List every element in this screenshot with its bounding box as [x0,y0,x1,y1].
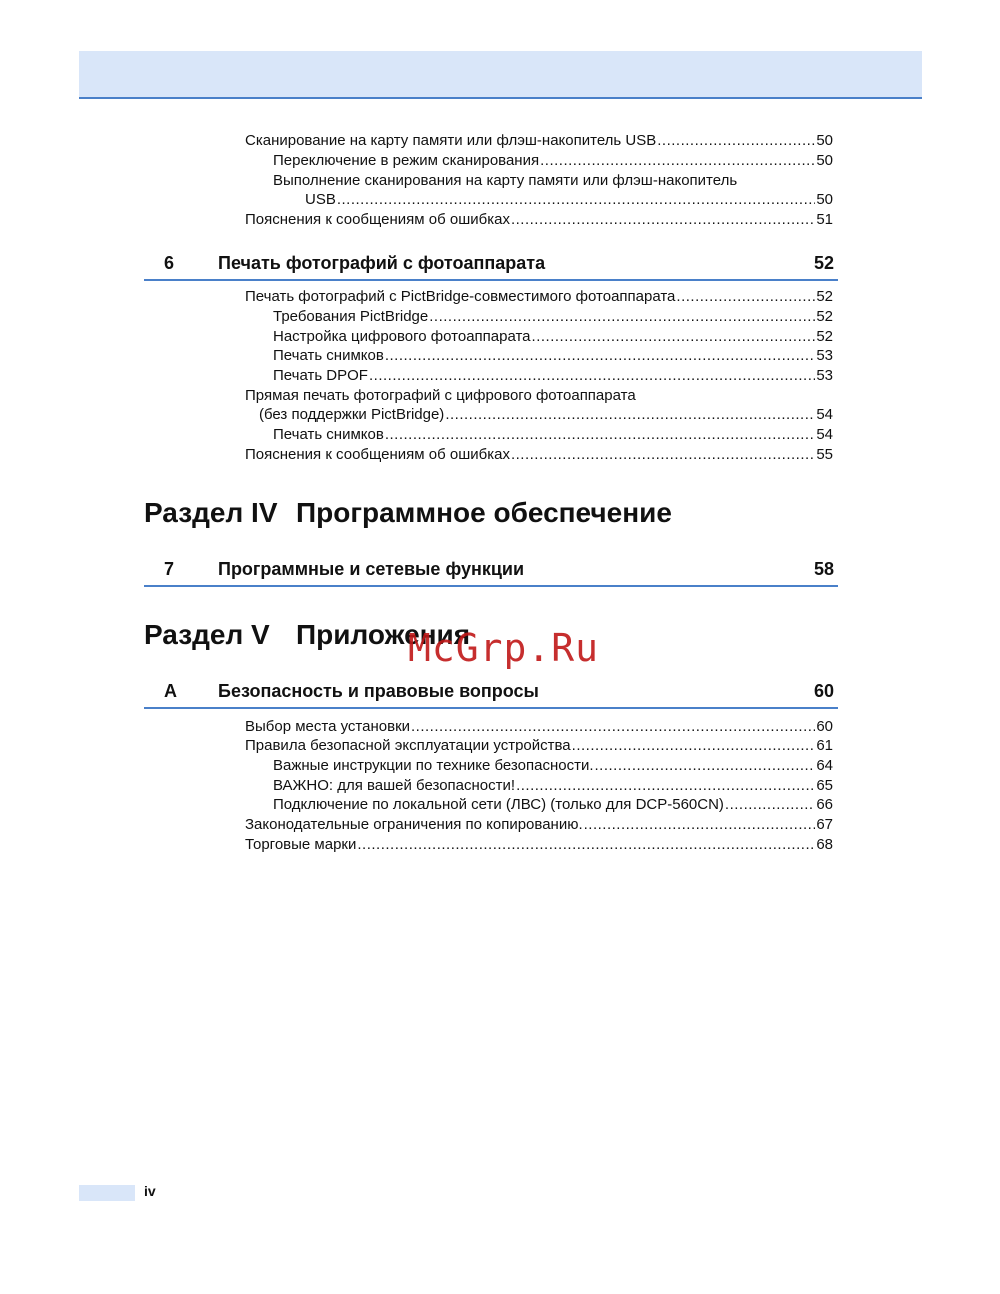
chapter-page: 60 [813,681,834,701]
toc-entry[interactable] [259,405,833,425]
toc-entry-page: 54 [816,406,833,423]
toc-entry-page: 65 [816,777,833,794]
toc-leader-dots [511,445,815,465]
toc-entry[interactable] [305,190,833,210]
chapter-heading-6[interactable] [144,251,838,281]
toc-entry-page: 50 [816,132,833,149]
toc-leader-dots [516,776,815,796]
toc-entry-text-line1: Прямая печать фотографий с цифрового фотоаппарата [245,387,636,404]
toc-entry-text: Печать снимков [273,426,384,443]
toc-entry[interactable] [245,815,833,835]
toc-entry-page: 52 [816,328,833,345]
chapter-heading-7[interactable] [144,557,838,587]
toc-leader-dots [429,307,815,327]
section-heading-4 [144,497,672,529]
toc-entry-page: 55 [816,446,833,463]
footer-page-number: iv [144,1183,156,1199]
section-title: Программное обеспечение [296,497,672,528]
page-header-band [79,51,922,99]
toc-entry[interactable] [245,717,833,737]
toc-leader-dots [369,366,815,386]
toc-entry[interactable] [273,425,833,445]
toc-entry-text: Настройка цифрового фотоаппарата [273,328,531,345]
footer-tab [79,1185,135,1201]
toc-entry-page: 66 [816,796,833,813]
toc-entry-page: 52 [816,308,833,325]
toc-entry-page: 67 [816,816,833,833]
toc-leader-dots [676,287,815,307]
chapter-title: Программные и сетевые функции [218,559,525,579]
toc-entry-text: Печать фотографий с PictBridge-совместимого фотоаппарата [245,288,676,305]
toc-entry[interactable] [273,151,833,171]
toc-entry-text-line1: Выполнение сканирования на карту памяти или флэш-накопитель [273,172,738,189]
toc-entry-text: Законодательные ограничения по копированию. [245,816,583,833]
chapter-page: 58 [813,559,834,579]
toc-leader-dots [572,736,816,756]
toc-entry-text: Требования PictBridge [273,308,429,325]
toc-entry-text: (без поддержки PictBridge) [259,406,445,423]
toc-entry-text: Выбор места установки [245,718,411,735]
toc-entry[interactable] [273,795,833,815]
toc-entry-page: 61 [816,737,833,754]
toc-entry[interactable] [273,307,833,327]
toc-entry[interactable] [245,835,833,855]
toc-entry-text: Правила безопасной эксплуатации устройства [245,737,571,754]
toc-entry[interactable] [273,327,833,347]
watermark: McGrp.Ru [408,626,600,670]
chapter-title: Безопасность и правовые вопросы [218,681,539,701]
toc-entry[interactable] [245,131,833,151]
chapter-page: 52 [813,253,834,273]
toc-leader-dots [725,795,815,815]
toc-entry-page: 51 [816,211,833,228]
toc-entry[interactable] [273,756,833,776]
toc-entry-text: Пояснения к сообщениям об ошибках [245,211,510,228]
toc-entry-text: Подключение по локальной сети (ЛВС) (только для DCP-560CN) [273,796,724,813]
toc-entry-text: Сканирование на карту памяти или флэш-накопитель USB [245,132,657,149]
toc-entry-page: 52 [816,288,833,305]
toc-entry-page: 54 [816,426,833,443]
chapter-title: Печать фотографий с фотоаппарата [218,253,546,273]
toc-entry-text: ВАЖНО: для вашей безопасности! [273,777,516,794]
toc-entry[interactable] [245,287,833,307]
toc-entry[interactable] [245,736,833,756]
chapter-heading-a[interactable] [144,679,838,709]
toc-entry-page: 50 [816,191,833,208]
toc-entry-text: Печать снимков [273,347,384,364]
toc-leader-dots [584,815,816,835]
toc-leader-dots [511,210,815,230]
toc-entry-page: 60 [816,718,833,735]
section-label: Раздел V [144,619,270,650]
toc-entry-text: Важные инструкции по технике безопасности. [273,757,594,774]
toc-entry-text: Переключение в режим сканирования [273,152,540,169]
chapter-number: A [164,681,177,701]
toc-entry-text: Пояснения к сообщениям об ошибках [245,446,510,463]
section-title: Приложения [296,619,471,650]
toc-entry[interactable] [273,346,833,366]
toc-entry-text: USB [305,191,336,208]
toc-entry-page: 68 [816,836,833,853]
toc-leader-dots [411,717,815,737]
toc-leader-dots [385,346,815,366]
toc-leader-dots [657,131,815,151]
toc-leader-dots [337,190,815,210]
toc-entry[interactable] [273,366,833,386]
toc-entry[interactable] [245,445,833,465]
chapter-number: 7 [164,559,175,579]
toc-entry-page: 50 [816,152,833,169]
toc-leader-dots [357,835,815,855]
toc-entry-text: Печать DPOF [273,367,368,384]
toc-leader-dots [532,327,816,347]
toc-leader-dots [540,151,815,171]
section-label: Раздел IV [144,497,278,528]
toc-leader-dots [385,425,815,445]
toc-entry[interactable] [245,210,833,230]
toc-entry-text: Торговые марки [245,836,357,853]
toc-entry[interactable] [273,776,833,796]
chapter-number: 6 [164,253,175,273]
toc-entry-page: 53 [816,347,833,364]
toc-entry-page: 64 [816,757,833,774]
toc-leader-dots [595,756,816,776]
toc-entry-page: 53 [816,367,833,384]
toc-leader-dots [445,405,815,425]
